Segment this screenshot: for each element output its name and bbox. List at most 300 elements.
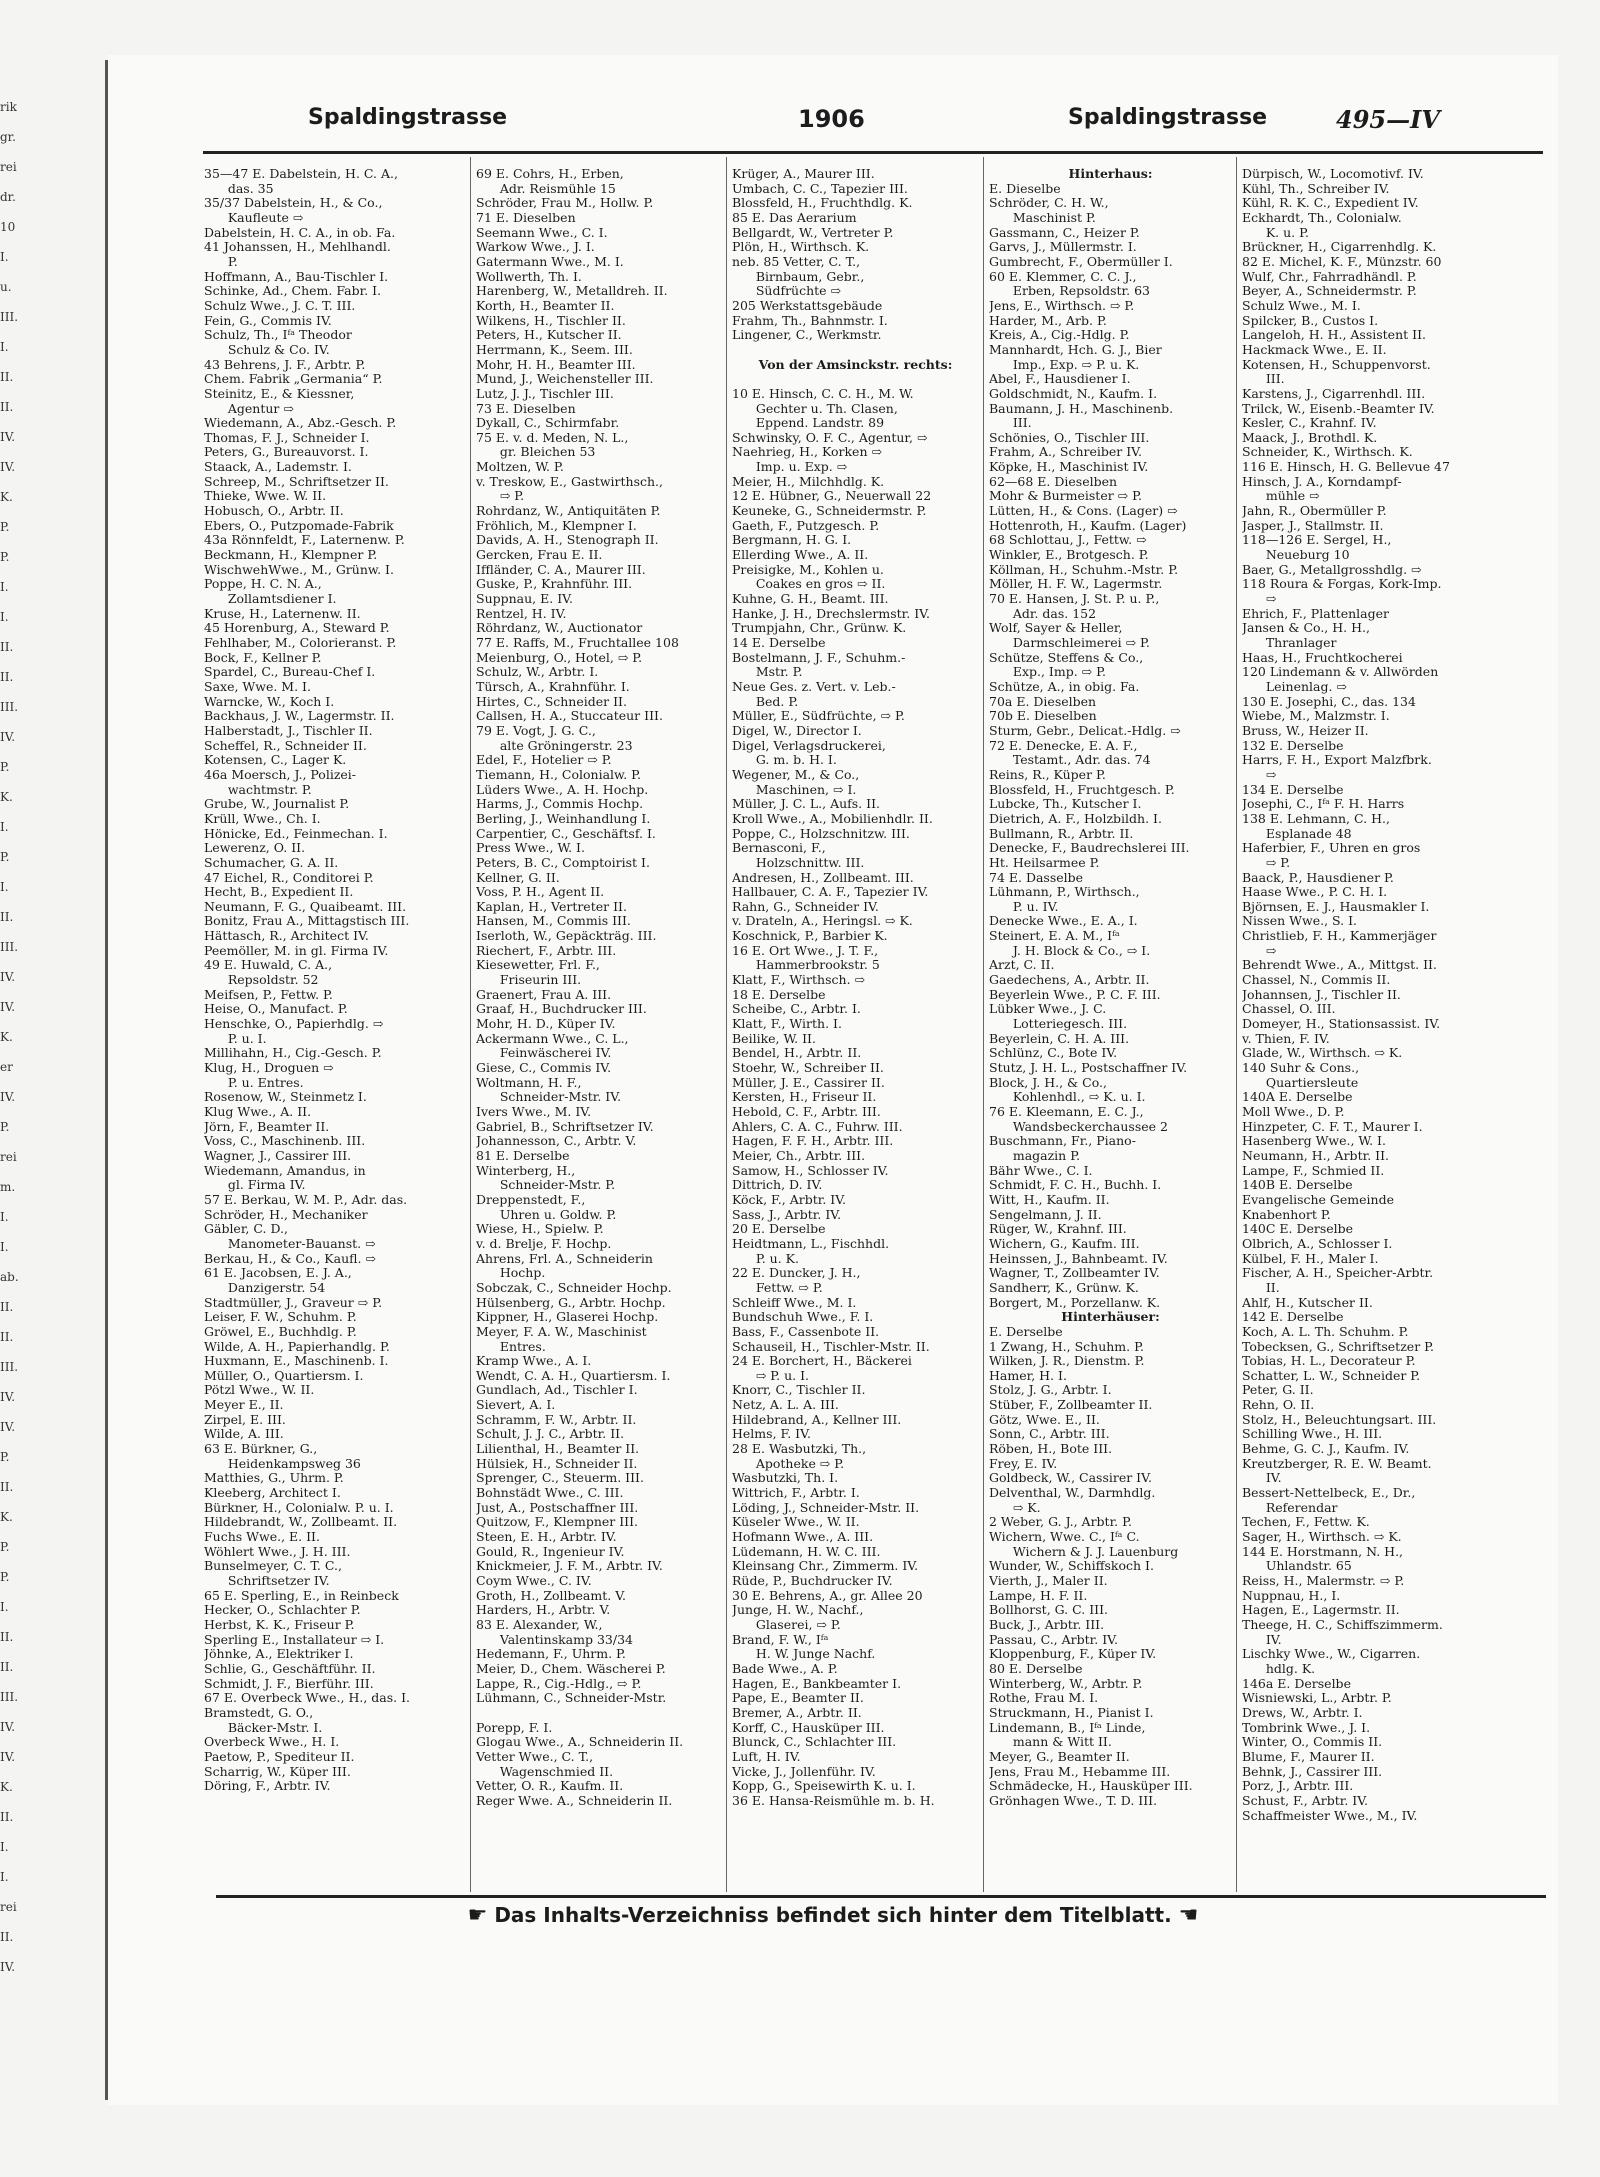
directory-entry: Harder, M., Arb. P. — [989, 313, 1107, 328]
directory-entry: Iserloth, W., Gepäckträg. III. — [476, 929, 657, 944]
directory-entry: Bäcker-Mstr. I. — [204, 1720, 323, 1735]
directory-entry: Chem. Fabrik „Germania“ P. — [204, 372, 383, 387]
directory-entry: Imp., Exp. ⇨ P. u. K. — [989, 357, 1140, 372]
directory-entry: magazin P. — [989, 1148, 1081, 1163]
prev-page-fragment: I. — [0, 250, 9, 264]
directory-entry: Beyer, A., Schneidermstr. P. — [1242, 284, 1417, 299]
prev-page-fragment: IV. — [0, 1090, 16, 1104]
directory-entry: Preisigke, M., Kohlen u. — [732, 562, 884, 577]
directory-entry: 24 E. Borchert, H., Bäckerei — [732, 1354, 912, 1369]
directory-entry: Hecht, B., Expedient II. — [204, 885, 354, 900]
directory-entry: 75 E. v. d. Meden, N. L., — [476, 430, 629, 445]
previous-page-fragment — [0, 60, 108, 2100]
directory-entry: Wunder, W., Schiffskoch I. — [989, 1559, 1154, 1574]
directory-entry: 146a E. Derselbe — [1242, 1676, 1351, 1691]
directory-entry: Schlie, G., Geschäftführ. II. — [204, 1661, 376, 1676]
directory-entry: Feinwäscherei IV. — [476, 1046, 612, 1061]
column-separator — [983, 157, 984, 1892]
directory-entry: Neumann, H., Arbtr. II. — [1242, 1148, 1389, 1163]
directory-entry: Wagner, T., Zollbeamter IV. — [989, 1266, 1160, 1281]
directory-entry: Seemann Wwe., C. I. — [476, 225, 608, 240]
directory-entry: Peter, G. II. — [1242, 1383, 1314, 1398]
directory-entry: Küseler Wwe., W. II. — [732, 1515, 860, 1530]
directory-entry: Kleeberg, Architect I. — [204, 1486, 341, 1501]
directory-entry: G. m. b. H. I. — [732, 753, 837, 768]
prev-page-fragment: K. — [0, 1780, 13, 1794]
directory-entry: Edel, F., Hotelier ⇨ P. — [476, 753, 612, 768]
directory-entry: Henschke, O., Papierhdlg. ⇨ — [204, 1017, 384, 1032]
directory-entry: Lüdemann, H. W. C. III. — [732, 1544, 881, 1559]
directory-entry: Maack, J., Brothdl. K. — [1242, 430, 1378, 445]
directory-entry: Saxe, Wwe. M. I. — [204, 679, 311, 694]
directory-entry: K. u. P. — [1242, 225, 1309, 240]
directory-entry: Kopp, G., Speisewirth K. u. I. — [732, 1779, 916, 1794]
directory-entry: Giese, C., Commis IV. — [476, 1061, 612, 1076]
directory-entry: Trilck, W., Eisenb.-Beamter IV. — [1242, 401, 1435, 416]
directory-entry: Testamt., Adr. das. 74 — [989, 753, 1151, 768]
directory-entry: Lilienthal, H., Beamter II. — [476, 1442, 640, 1457]
directory-entry: Haas, H., Fruchtkocherei — [1242, 650, 1403, 665]
directory-entry: Sonn, C., Arbtr. III. — [989, 1427, 1110, 1442]
prev-page-fragment: II. — [0, 1480, 14, 1494]
directory-entry: Schleiff Wwe., M. I. — [732, 1295, 857, 1310]
prev-page-fragment: IV. — [0, 1960, 16, 1974]
directory-entry: Pape, E., Beamter II. — [732, 1691, 864, 1706]
directory-entry: Press Wwe., W. I. — [476, 841, 585, 856]
directory-entry: ⇨ — [1242, 943, 1277, 958]
directory-entry: Rüger, W., Krahnf. III. — [989, 1222, 1127, 1237]
directory-entry: Moll Wwe., D. P. — [1242, 1105, 1345, 1119]
directory-entry: 85 E. Das Aerarium — [732, 210, 857, 225]
directory-entry: Wilde, A. III. — [204, 1427, 284, 1442]
directory-entry: 43a Rönnfeldt, F., Laternenw. P. — [204, 533, 405, 548]
directory-entry: Götz, Wwe. E., II. — [989, 1412, 1100, 1427]
prev-page-fragment: II. — [0, 370, 14, 384]
directory-entry: Poppe, H. C. N. A., — [204, 577, 322, 592]
directory-entry: Schult, J. J. C., Arbtr. II. — [476, 1427, 625, 1442]
directory-entry: Quartiersleute — [1242, 1075, 1359, 1090]
directory-entry: P. u. K. — [732, 1251, 799, 1266]
directory-entry: Harms, J., Commis Hochp. — [476, 797, 644, 812]
directory-entry: v. Drateln, A., Heringsl. ⇨ K. — [732, 914, 913, 929]
directory-entry: 35—47 E. Dabelstein, H. C. A., — [204, 167, 398, 181]
directory-entry: 140A E. Derselbe — [1242, 1090, 1353, 1105]
directory-entry: Scheibe, C., Arbtr. I. — [732, 1002, 861, 1017]
directory-entry: Wiebe, M., Malzmstr. I. — [1242, 709, 1390, 724]
directory-entry: Bullmann, R., Arbtr. II. — [989, 826, 1134, 841]
column-2 — [476, 167, 722, 1887]
directory-entry: Heidenkampsweg 36 — [204, 1456, 361, 1471]
directory-entry: Südfrüchte ⇨ — [732, 284, 842, 299]
directory-entry: Frey, E. IV. — [989, 1456, 1058, 1471]
directory-entry: Wendt, C. A. H., Quartiersm. I. — [476, 1368, 671, 1383]
directory-entry: Korth, H., Beamter II. — [476, 298, 615, 313]
prev-page-fragment: dr. — [0, 190, 16, 204]
directory-entry: Peters, B. C., Comptoirist I. — [476, 855, 650, 870]
directory-entry: Quitzow, F., Klempner III. — [476, 1515, 639, 1530]
directory-entry: Schröder, Frau M., Hollw. P. — [476, 196, 654, 211]
directory-entry: Glaserei, ⇨ P. — [732, 1617, 841, 1632]
directory-entry: Wolf, Sayer & Heller, — [989, 621, 1123, 636]
directory-entry: Kiesewetter, Frl. F., — [476, 958, 600, 973]
prev-page-fragment: P. — [0, 1540, 10, 1554]
directory-entry: Blume, F., Maurer II. — [1242, 1749, 1375, 1764]
directory-entry: 41 Johanssen, H., Mehlhandl. — [204, 240, 391, 255]
directory-entry: Klatt, F., Wirth. I. — [732, 1017, 842, 1032]
directory-entry: Hamer, H. I. — [989, 1368, 1067, 1383]
directory-entry: Reiss, H., Malermstr. ⇨ P. — [1242, 1574, 1405, 1588]
directory-entry: Abel, F., Hausdiener I. — [989, 372, 1131, 387]
prev-page-fragment: II. — [0, 1660, 14, 1674]
directory-entry: Friseurin III. — [476, 973, 582, 988]
prev-page-fragment: IV. — [0, 430, 16, 444]
directory-entry: Hinzpeter, C. F. T., Maurer I. — [1242, 1119, 1423, 1134]
directory-entry: Schulz & Co. IV. — [204, 342, 330, 357]
prev-page-fragment: P. — [0, 1570, 10, 1584]
directory-entry: Hofmann Wwe., A. III. — [732, 1530, 874, 1545]
directory-entry: Reger Wwe. A., Schneiderin II. — [476, 1793, 673, 1808]
directory-entry: Wichern & J. J. Lauenburg — [989, 1544, 1179, 1559]
directory-entry: Hinsch, J. A., Korndampf- — [1242, 474, 1402, 489]
directory-entry: Gundlach, Ad., Tischler I. — [476, 1383, 638, 1398]
directory-entry: Hansen, M., Commis III. — [476, 914, 631, 929]
directory-entry: Brückner, H., Cigarrenhdlg. K. — [1242, 240, 1437, 255]
directory-entry: Tombrink Wwe., J. I. — [1242, 1720, 1371, 1735]
directory-entry: Zollamtsdiener I. — [204, 592, 337, 607]
directory-entry: IV. — [1242, 1632, 1282, 1647]
directory-entry: Halberstadt, J., Tischler II. — [204, 723, 373, 738]
directory-entry: Kreutzberger, R. E. W. Beamt. — [1242, 1456, 1432, 1471]
street-name-left: Spaldingstrasse — [308, 105, 508, 130]
directory-entry: Vierth, J., Maler II. — [989, 1574, 1108, 1588]
directory-entry: Hallbauer, C. A. F., Tapezier IV. — [732, 885, 929, 900]
prev-page-fragment: I. — [0, 610, 9, 624]
directory-entry: Spilcker, B., Custos I. — [1242, 313, 1379, 328]
directory-entry: H. W. Junge Nachf. — [732, 1647, 876, 1662]
directory-entry: Glogau Wwe., A., Schneiderin II. — [476, 1735, 684, 1750]
directory-entry: Kersten, H., Friseur II. — [732, 1090, 877, 1105]
directory-entry: v. d. Brelje, F. Hochp. — [476, 1236, 612, 1251]
directory-entry: Harenberg, W., Metalldreh. II. — [476, 284, 668, 299]
directory-entry: Frahm, A., Schreiber IV. — [989, 445, 1142, 460]
directory-entry: Hülsiek, H., Schneider II. — [476, 1456, 638, 1471]
directory-entry: Baack, P., Hausdiener P. — [1242, 870, 1394, 885]
directory-entry: Delventhal, W., Darmhdlg. — [989, 1486, 1156, 1501]
directory-entry: Langeloh, H. H., Assistent II. — [1242, 328, 1426, 343]
directory-entry: Struckmann, H., Pianist I. — [989, 1705, 1154, 1720]
footer-rule — [216, 1895, 1546, 1898]
directory-entry: Gaedechens, A., Arbtr. II. — [989, 973, 1150, 988]
directory-entry: Kaplan, H., Vertreter II. — [476, 899, 627, 914]
directory-entry: Wagner, J., Cassirer III. — [204, 1148, 352, 1163]
directory-entry: Gercken, Frau E. II. — [476, 548, 603, 563]
directory-entry: Schulz Wwe., J. C. T. III. — [204, 298, 356, 313]
directory-entry: Ht. Heilsarmee P. — [989, 855, 1100, 870]
directory-entry: 43 Behrens, J. F., Arbtr. P. — [204, 357, 366, 372]
directory-entry: Hottenroth, H., Kaufm. (Lager) — [989, 518, 1187, 533]
directory-entry: Bass, F., Cassenbote II. — [732, 1324, 880, 1339]
directory-entry: Lampe, H. F. II. — [989, 1588, 1088, 1603]
prev-page-fragment: II. — [0, 1300, 14, 1314]
prev-page-fragment: IV. — [0, 1420, 16, 1434]
directory-entry: Kaufleute ⇨ — [204, 210, 304, 225]
directory-entry: Stüber, F., Zollbeamter II. — [989, 1398, 1153, 1413]
directory-entry: Röhrdanz, W., Auctionator — [476, 621, 643, 636]
directory-entry: Schreep, M., Schriftsetzer II. — [204, 474, 389, 489]
directory-entry: Wilkens, H., Tischler II. — [476, 313, 626, 328]
directory-entry: Scheffel, R., Schneider II. — [204, 738, 367, 753]
directory-entry: Josephi, C., Iᶠᵃ F. H. Harrs — [1242, 797, 1405, 812]
directory-entry: Schmidt, J. F., Bierführ. III. — [204, 1676, 374, 1691]
directory-entry: Entres. — [476, 1339, 546, 1354]
directory-entry: Behrendt Wwe., A., Mittgst. II. — [1242, 958, 1437, 973]
directory-entry: Overbeck Wwe., H. I. — [204, 1735, 340, 1750]
directory-entry: Kotensen, C., Lager K. — [204, 753, 347, 768]
directory-entry: Thomas, F. J., Schneider I. — [204, 430, 370, 445]
directory-entry: Schröder, C. H. W., — [989, 196, 1109, 211]
directory-entry: Kippner, H., Glaserei Hochp. — [476, 1310, 659, 1325]
prev-page-fragment: IV. — [0, 1000, 16, 1014]
directory-entry: Lutz, J. J., Tischler III. — [476, 386, 614, 401]
directory-entry: Kotensen, H., Schuppenvorst. — [1242, 357, 1431, 372]
directory-entry: 20 E. Derselbe — [732, 1222, 826, 1237]
directory-entry: 140B E. Derselbe — [1242, 1178, 1353, 1193]
directory-entry: Meier, D., Chem. Wäscherei P. — [476, 1661, 666, 1676]
directory-entry: Matthies, G., Uhrm. P. — [204, 1471, 344, 1486]
directory-entry: Bendel, H., Arbtr. II. — [732, 1046, 862, 1061]
directory-entry: 79 E. Vogt, J. G. C., — [476, 723, 596, 738]
column-3 — [732, 167, 979, 1887]
directory-entry: Winterberg, W., Arbtr. P. — [989, 1676, 1143, 1691]
directory-entry: Krüll, Wwe., Ch. I. — [204, 811, 321, 826]
directory-entry: 140 Suhr & Cons., — [1242, 1061, 1360, 1076]
directory-entry: Bessert-Nettelbeck, E., Dr., — [1242, 1486, 1416, 1501]
directory-entry: 2 Weber, G. J., Arbtr. P. — [989, 1515, 1132, 1530]
directory-entry: II. — [1242, 1280, 1280, 1295]
directory-entry: Arzt, C. II. — [989, 958, 1055, 973]
directory-entry: Kohlenhdl., ⇨ K. u. I. — [989, 1090, 1146, 1105]
pointing-hand-left-icon: ☚ — [1178, 1903, 1199, 1928]
directory-entry: Kuhne, G. H., Beamt. III. — [732, 592, 889, 607]
directory-entry: Klug Wwe., A. II. — [204, 1105, 312, 1119]
directory-entry: Huxmann, E., Maschinenb. I. — [204, 1354, 389, 1369]
directory-entry — [732, 372, 979, 387]
directory-entry: Schilling Wwe., H. III. — [1242, 1427, 1383, 1442]
directory-entry: Ackermann Wwe., C. L., — [476, 1031, 629, 1046]
directory-entry: Garvs, J., Müllermstr. I. — [989, 240, 1137, 255]
directory-entry: Lewerenz, O. II. — [204, 841, 306, 856]
directory-entry: 65 E. Sperling, E., in Reinbeck — [204, 1588, 399, 1603]
directory-entry: 138 E. Lehmann, C. H., — [1242, 811, 1390, 826]
directory-entry: 47 Eichel, R., Conditorei P. — [204, 870, 374, 885]
directory-entry: 70a E. Dieselben — [989, 694, 1097, 709]
directory-entry: Rothe, Frau M. I. — [989, 1691, 1099, 1706]
directory-entry: P. — [204, 254, 238, 269]
directory-entry: 60 E. Klemmer, C. C. J., — [989, 269, 1137, 284]
directory-entry: Gechter u. Th. Clasen, — [732, 401, 898, 416]
directory-entry: Tiemann, H., Colonialw. P. — [476, 767, 642, 782]
footer-note — [108, 1903, 1558, 1928]
directory-entry: Guske, P., Krahnführ. III. — [476, 577, 633, 592]
directory-entry: Sager, H., Wirthsch. ⇨ K. — [1242, 1530, 1402, 1545]
directory-entry: Wittrich, F., Arbtr. I. — [732, 1486, 860, 1501]
directory-entry: Jens, E., Wirthsch. ⇨ P. — [989, 298, 1135, 313]
directory-entry: Repsoldstr. 52 — [204, 973, 319, 988]
directory-entry: Stadtmüller, J., Graveur ⇨ P. — [204, 1295, 383, 1310]
directory-entry: Poppe, C., Holzschnitzw. III. — [732, 826, 910, 841]
directory-entry: Umbach, C. C., Tapezier III. — [732, 181, 908, 196]
directory-entry: Schlünz, C., Bote IV. — [989, 1046, 1118, 1061]
directory-entry: Meier, Ch., Arbtr. III. — [732, 1148, 866, 1163]
directory-entry: Blunck, C., Schlachter III. — [732, 1735, 897, 1750]
directory-entry: Just, A., Postschaffner III. — [476, 1500, 639, 1515]
directory-entry: Hirtes, C., Schneider II. — [476, 694, 627, 709]
directory-entry: 82 E. Michel, K. F., Münzstr. 60 — [1242, 254, 1442, 269]
directory-entry: Rosenow, W., Steinmetz I. — [204, 1090, 367, 1105]
directory-entry: Nissen Wwe., S. I. — [1242, 914, 1358, 929]
directory-entry: Schaffmeister Wwe., M., IV. — [1242, 1808, 1418, 1823]
directory-entry: Heise, O., Manufact. P. — [204, 1002, 348, 1017]
directory-entry: Röben, H., Bote III. — [989, 1442, 1113, 1457]
directory-entry: gr. Bleichen 53 — [476, 445, 596, 460]
directory-entry: Passau, C., Arbtr. IV. — [989, 1632, 1118, 1647]
directory-entry: Ahrens, Frl. A., Schneiderin — [476, 1251, 653, 1266]
directory-entry: Schust, F., Arbtr. IV. — [1242, 1793, 1369, 1808]
directory-entry: Peemöller, M. in gl. Firma IV. — [204, 943, 389, 958]
directory-entry: 10 E. Hinsch, C. C. H., M. W. — [732, 386, 914, 401]
directory-entry: ⇨ K. — [989, 1500, 1041, 1515]
directory-entry: 18 E. Derselbe — [732, 987, 826, 1002]
directory-entry: Schwinsky, O. F. C., Agentur, ⇨ — [732, 430, 928, 445]
directory-entry: Agentur ⇨ — [204, 401, 294, 416]
directory-entry: Imp. u. Exp. ⇨ — [732, 460, 848, 475]
prev-page-fragment: II. — [0, 1930, 14, 1944]
directory-entry: Gumbrecht, F., Obermüller I. — [989, 254, 1173, 269]
directory-entry: Kellner, G. II. — [476, 870, 560, 885]
directory-entry: 74 E. Dasselbe — [989, 870, 1084, 885]
directory-entry: Rohrdanz, W., Antiquitäten P. — [476, 504, 661, 519]
directory-entry: Bernasconi, F., — [732, 841, 826, 856]
page-number: 495—IV — [1336, 105, 1440, 134]
directory-entry: Behnk, J., Cassirer III. — [1242, 1764, 1383, 1779]
directory-entry: Eppend. Landstr. 89 — [732, 416, 885, 431]
directory-entry: 70b E. Dieselben — [989, 709, 1097, 724]
directory-entry: Exp., Imp. ⇨ P. — [989, 665, 1106, 680]
directory-entry: Külbel, F. H., Maler I. — [1242, 1251, 1379, 1266]
directory-entry: Stoehr, W., Schreiber II. — [732, 1061, 884, 1076]
directory-entry: v. Thien, F. IV. — [1242, 1031, 1330, 1046]
directory-entry: Lühmann, P., Wirthsch., — [989, 885, 1140, 900]
directory-entry: 76 E. Kleemann, E. C. J., — [989, 1105, 1144, 1119]
directory-entry: Rüde, P., Buchdrucker IV. — [732, 1574, 893, 1588]
directory-entry: Berling, J., Weinhandlung I. — [476, 811, 651, 826]
directory-entry: 83 E. Alexander, W., — [476, 1617, 603, 1632]
directory-entry: Witt, H., Kaufm. II. — [989, 1192, 1110, 1207]
directory-entry: Woltmann, H. F., — [476, 1075, 582, 1090]
directory-entry: Köck, F., Arbtr. IV. — [732, 1192, 847, 1207]
directory-entry: Callsen, H. A., Stuccateur III. — [476, 709, 663, 724]
directory-entry: Lubcke, Th., Kutscher I. — [989, 797, 1142, 812]
directory-entry: alte Gröningerstr. 23 — [476, 738, 633, 753]
directory-entry: 35/37 Dabelstein, H., & Co., — [204, 196, 383, 211]
directory-entry: Herrmann, K., Seem. III. — [476, 342, 633, 357]
directory-entry: J. H. Block & Co., ⇨ I. — [989, 943, 1151, 958]
directory-entry: Bähr Wwe., C. I. — [989, 1163, 1093, 1178]
directory-entry: Schneider-Mstr. IV. — [476, 1090, 622, 1105]
prev-page-fragment: P. — [0, 760, 10, 774]
directory-entry: Jörn, F., Beamter II. — [204, 1119, 330, 1134]
directory-entry: Naehrieg, H., Korken ⇨ — [732, 445, 882, 460]
directory-entry: Schütze, Steffens & Co., — [989, 650, 1144, 665]
directory-entry: 14 E. Derselbe — [732, 636, 826, 650]
directory-entry: Buck, J., Arbtr. III. — [989, 1617, 1105, 1632]
directory-entry: 72 E. Denecke, E. A. F., — [989, 738, 1138, 753]
directory-entry: Valentinskamp 33/34 — [476, 1632, 633, 1647]
directory-entry: Dittrich, D. IV. — [732, 1178, 823, 1193]
directory-entry: Beilike, W. II. — [732, 1031, 816, 1046]
directory-entry: Hammerbrookstr. 5 — [732, 958, 880, 973]
prev-page-fragment: III. — [0, 1360, 19, 1374]
directory-entry: 140C E. Derselbe — [1242, 1222, 1354, 1237]
directory-entry: Danzigerstr. 54 — [204, 1280, 326, 1295]
directory-entry: Gould, R., Ingenieur IV. — [476, 1544, 625, 1559]
directory-entry: Winterberg, H., — [476, 1163, 576, 1178]
directory-entry: Eckhardt, Th., Colonialw. — [1242, 210, 1402, 225]
directory-entry: 81 E. Derselbe — [476, 1148, 570, 1163]
directory-entry: Bruss, W., Heizer II. — [1242, 723, 1369, 738]
directory-entry: Sobczak, C., Schneider Hochp. — [476, 1280, 672, 1295]
prev-page-fragment: P. — [0, 550, 10, 564]
directory-entry: Scharrig, W., Küper III. — [204, 1764, 351, 1779]
directory-entry: Gatermann Wwe., M. I. — [476, 254, 624, 269]
directory-entry: Kreis, A., Cig.-Hdlg. P. — [989, 328, 1130, 343]
directory-entry: Leiser, F. W., Schuhm. P. — [204, 1310, 357, 1325]
directory-entry: Ehrich, F., Plattenlager — [1242, 606, 1389, 621]
directory-entry: Meyer, G., Beamter II. — [989, 1749, 1130, 1764]
directory-entry: Johannsen, J., Tischler II. — [1242, 987, 1401, 1002]
directory-entry: Meyer, F. A. W., Maschinist — [476, 1324, 647, 1339]
directory-entry: Jöhnke, A., Elektriker I. — [204, 1647, 354, 1662]
directory-entry: Ahlf, H., Kutscher II. — [1242, 1295, 1373, 1310]
directory-entry: neb. 85 Vetter, C. T., — [732, 254, 861, 269]
directory-entry: Behme, G. C. J., Kaufm. IV. — [1242, 1442, 1410, 1457]
directory-entry: Denecke Wwe., E. A., I. — [989, 914, 1138, 929]
directory-entry: III. — [1242, 372, 1285, 387]
column-separator — [470, 157, 471, 1892]
prev-page-fragment: I. — [0, 880, 9, 894]
directory-entry: Maschinen, ⇨ I. — [732, 782, 857, 797]
directory-entry: Mohr & Burmeister ⇨ P. — [989, 489, 1142, 504]
directory-entry: Kesler, C., Krahnf. IV. — [1242, 416, 1377, 431]
directory-entry: 132 E. Derselbe — [1242, 738, 1344, 753]
directory-entry: Fischer, A. H., Speicher-Arbtr. — [1242, 1266, 1434, 1281]
directory-entry: 30 E. Behrens, A., gr. Allee 20 — [732, 1588, 923, 1603]
directory-entry: 22 E. Duncker, J. H., — [732, 1266, 861, 1281]
directory-entry: Hanke, J. H., Drechslermstr. IV. — [732, 606, 930, 621]
directory-entry: Wandsbeckerchaussee 2 — [989, 1119, 1168, 1134]
prev-page-fragment: u. — [0, 280, 12, 294]
directory-entry: Hobusch, O., Arbtr. II. — [204, 504, 344, 519]
directory-entry: Thranlager — [1242, 636, 1337, 650]
directory-entry: Grönhagen Wwe., T. D. III. — [989, 1793, 1158, 1808]
directory-entry: ⇨ — [1242, 767, 1277, 782]
directory-entry: Netz, A. L. A. III. — [732, 1398, 839, 1413]
prev-page-fragment: I. — [0, 1240, 9, 1254]
prev-page-fragment: IV. — [0, 460, 16, 474]
directory-entry: Sass, J., Arbtr. IV. — [732, 1207, 842, 1222]
directory-entry: Vicke, J., Jollenführ. IV. — [732, 1764, 876, 1779]
directory-entry: P. u. IV. — [989, 899, 1059, 914]
